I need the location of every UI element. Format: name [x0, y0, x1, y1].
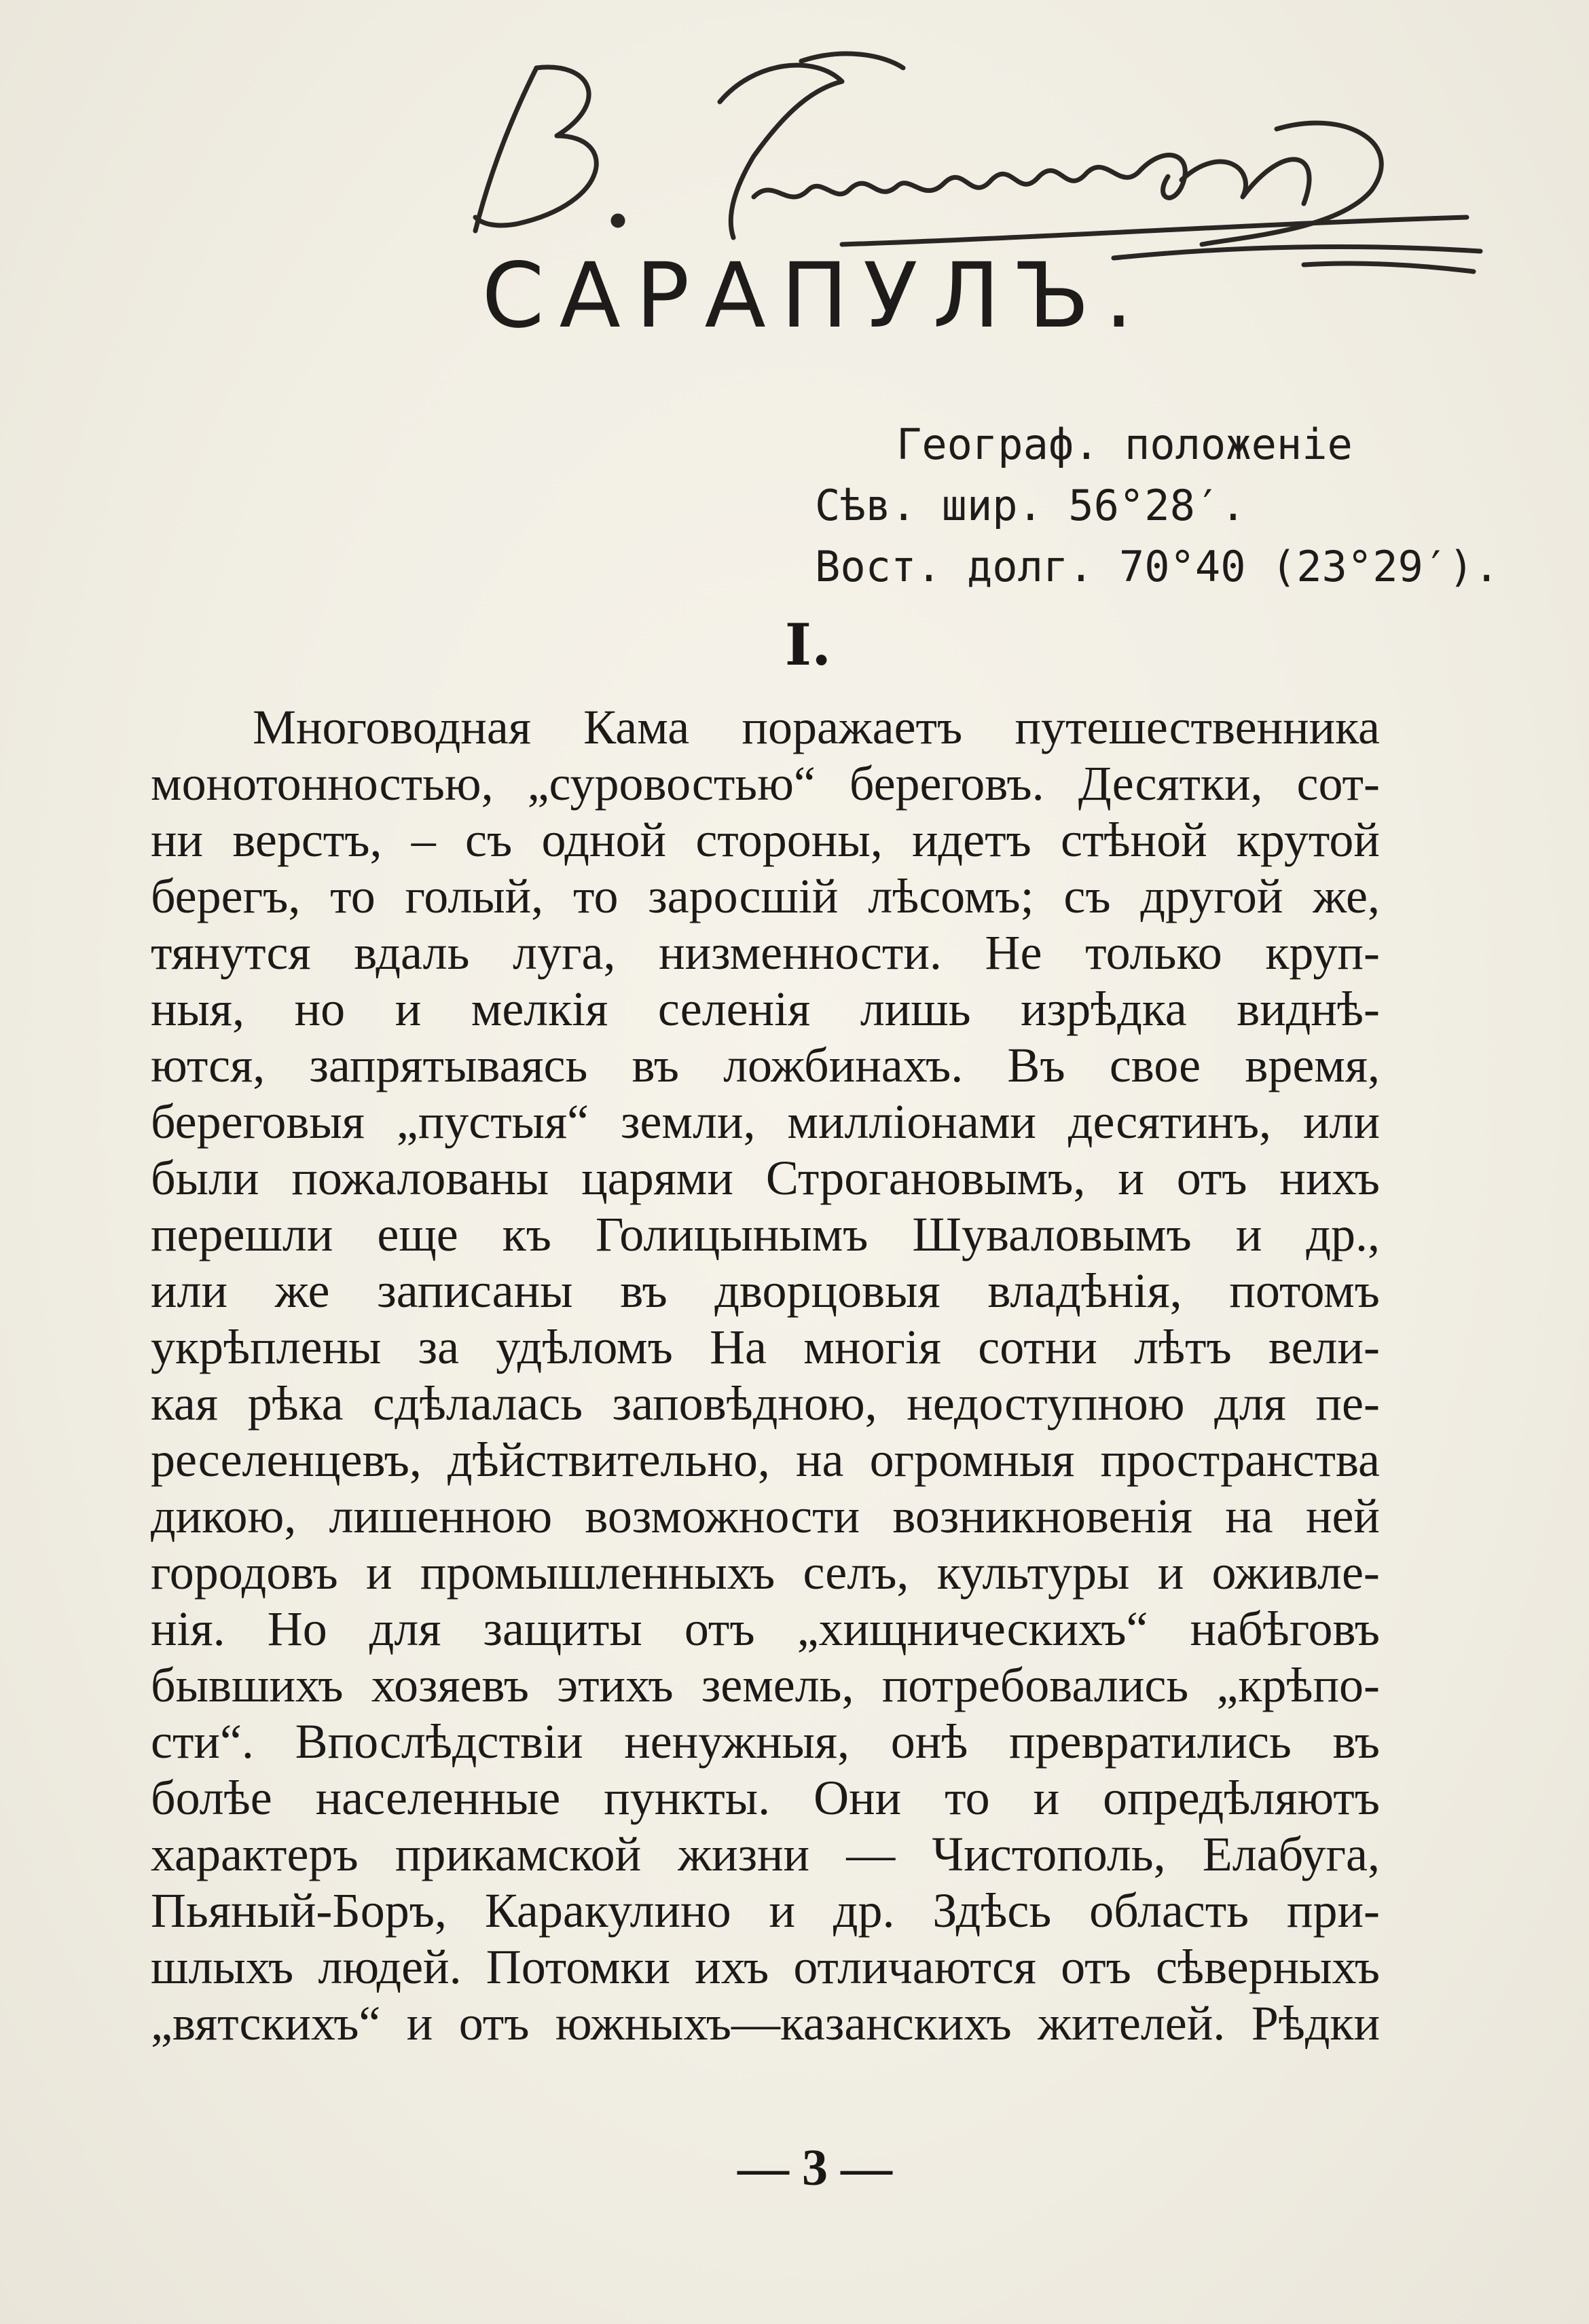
word: крутой [1236, 813, 1380, 867]
word: кая [151, 1376, 218, 1431]
word: бывшихъ [151, 1658, 344, 1712]
page-title: САРАПУЛЪ. [481, 244, 1148, 348]
word: Не [985, 925, 1042, 980]
word: южныхъ—казанскихъ [555, 1996, 1012, 2050]
text-line [151, 1319, 1380, 1376]
word: владѣнія, [987, 1264, 1182, 1318]
word: отъ [458, 1996, 530, 2050]
word: для [1214, 1376, 1286, 1431]
word: населенные [315, 1771, 561, 1825]
word: при- [1286, 1883, 1380, 1938]
word: или [151, 1264, 227, 1318]
word: рѣка [247, 1376, 344, 1431]
word: удѣломъ [496, 1320, 673, 1374]
word: Здѣсь [932, 1883, 1052, 1938]
word: „крѣпо- [1216, 1658, 1380, 1712]
word: промышленныхъ [420, 1545, 775, 1600]
text-line [151, 1150, 1380, 1206]
word: Шуваловымъ [912, 1207, 1192, 1261]
word: ложбинахъ. [723, 1038, 964, 1092]
word: прикамской [395, 1827, 642, 1881]
word: отличаются [793, 1940, 1036, 1994]
word: огромныя [869, 1433, 1075, 1487]
word: укрѣплены [151, 1320, 382, 1374]
text-line [151, 1995, 1380, 2052]
word: болѣе [151, 1771, 272, 1825]
text-line [151, 868, 1380, 925]
word: культуры [936, 1545, 1130, 1600]
word: путешественника [1015, 700, 1380, 754]
word: Елабуга, [1202, 1827, 1380, 1881]
word: изрѣдка [1021, 982, 1187, 1036]
word: съ [1063, 869, 1111, 923]
word: недоступною [907, 1376, 1185, 1431]
word: вели- [1268, 1320, 1380, 1374]
word: оживле- [1211, 1545, 1380, 1600]
word: жизни [678, 1827, 810, 1881]
word: Строгановымъ, [765, 1151, 1086, 1205]
word: Каракулино [484, 1883, 731, 1938]
word: характеръ [151, 1827, 359, 1881]
word: милліонами [787, 1094, 1036, 1149]
text-line [151, 1263, 1380, 1319]
word: съ [465, 813, 513, 867]
word: же [274, 1264, 330, 1318]
word: въ [632, 1038, 679, 1092]
word: сѣверныхъ [1156, 1940, 1380, 1994]
word: реселенцевъ, [151, 1433, 422, 1487]
word: записаны [377, 1264, 573, 1318]
word: На [710, 1320, 767, 1374]
word: и [1157, 1545, 1184, 1600]
word: дворцовыя [714, 1264, 940, 1318]
word: за [418, 1320, 460, 1374]
text-line [151, 1206, 1380, 1263]
text-line [151, 1883, 1380, 1939]
word: сдѣлалась [373, 1376, 583, 1431]
word: и [395, 982, 422, 1036]
word: пункты. [604, 1771, 771, 1825]
word: низменности. [659, 925, 942, 980]
geo-longitude: Вост. долг. 70°40 (23°29′). [815, 542, 1499, 591]
word: вдаль [354, 925, 470, 980]
word: на [1225, 1489, 1273, 1543]
word: то [945, 1771, 990, 1825]
word: ней [1305, 1489, 1380, 1543]
word: Голицынымъ [595, 1207, 869, 1261]
word: Рѣдки [1251, 1996, 1380, 2050]
word: лѣсомъ; [868, 869, 1034, 923]
word: возможности [585, 1489, 860, 1543]
word: сот- [1296, 756, 1380, 811]
word: заросшій [648, 869, 839, 923]
word: десятинъ, [1067, 1094, 1272, 1149]
geographic-position [808, 414, 1499, 597]
text-line [151, 1657, 1380, 1714]
word: перешли [151, 1207, 333, 1261]
word: набѣговъ [1190, 1602, 1380, 1656]
word: многія [803, 1320, 941, 1374]
word: для [369, 1602, 441, 1656]
word: только [1085, 925, 1222, 980]
word: хозяевъ [371, 1658, 529, 1712]
word: и [1235, 1207, 1262, 1261]
word: селенія [657, 982, 811, 1036]
word: то [572, 869, 619, 923]
word: мелкія [471, 982, 608, 1036]
word: область [1089, 1883, 1249, 1938]
word: Многоводная [253, 700, 531, 754]
text-line [151, 1770, 1380, 1826]
word: ни [151, 813, 204, 867]
text-line [151, 1545, 1380, 1601]
word: берегъ, [151, 869, 301, 923]
word: другой [1140, 869, 1283, 923]
word: и [1033, 1771, 1060, 1825]
word: же, [1313, 869, 1380, 923]
text-line [151, 981, 1380, 1037]
word: людей. [318, 1940, 462, 1994]
word: шлыхъ [151, 1940, 294, 1994]
word: пе- [1315, 1376, 1380, 1431]
word: ныя, [151, 982, 245, 1036]
word: виднѣ- [1237, 982, 1380, 1036]
text-line [151, 1714, 1380, 1770]
word: земель, [701, 1658, 854, 1712]
word: Они [814, 1771, 902, 1825]
word: еще [377, 1207, 458, 1261]
word: заповѣдною, [612, 1376, 877, 1431]
text-line [151, 756, 1380, 812]
word: Кама [583, 700, 690, 754]
word: пожалованы [291, 1151, 549, 1205]
word: и [366, 1545, 392, 1600]
word: др., [1306, 1207, 1380, 1261]
word: отъ [684, 1602, 755, 1656]
word: то [330, 869, 376, 923]
word: были [151, 1151, 259, 1205]
text-line [151, 1488, 1380, 1545]
word: Потомки [486, 1940, 670, 1994]
word: земли, [621, 1094, 756, 1149]
word: дикою, [151, 1489, 297, 1543]
word: стороны, [695, 813, 883, 867]
word: круп- [1265, 925, 1380, 980]
word: ихъ [695, 1940, 769, 1994]
word: Пьяный-Боръ, [151, 1883, 447, 1938]
word: свое [1109, 1038, 1201, 1092]
word: лишь [860, 982, 971, 1036]
text-line [151, 925, 1380, 981]
word: защиты [483, 1602, 642, 1656]
word: Въ [1007, 1038, 1065, 1092]
word: и [1118, 1151, 1144, 1205]
geo-latitude: Сѣв. шир. 56°28′. [815, 481, 1246, 530]
word: др. [833, 1883, 895, 1938]
word: верстъ, [232, 813, 382, 867]
word: сти“. [151, 1714, 254, 1769]
word: Впослѣдствіи [295, 1714, 583, 1769]
word: опредѣляютъ [1103, 1771, 1380, 1825]
word: запрятываясь [309, 1038, 588, 1092]
word: Чистополь, [932, 1827, 1166, 1881]
word: отъ [1061, 1940, 1131, 1994]
word: но [294, 982, 346, 1036]
word: онѣ [890, 1714, 968, 1769]
word: голый, [405, 869, 544, 923]
text-line [151, 1376, 1380, 1432]
text-line [151, 1826, 1380, 1883]
word: въ [1332, 1714, 1380, 1769]
word: береговыя [151, 1094, 365, 1149]
word: стѣной [1061, 813, 1207, 867]
word: возникновенія [892, 1489, 1193, 1543]
word: „вятскихъ“ [151, 1996, 381, 2050]
body-text [151, 699, 1380, 2052]
text-line [151, 699, 1380, 756]
word: одной [541, 813, 667, 867]
word: „хищническихъ“ [797, 1602, 1148, 1656]
word: нія. [151, 1602, 225, 1656]
word: сотни [978, 1320, 1097, 1374]
word: въ [620, 1264, 668, 1318]
text-line [151, 1094, 1380, 1150]
word: этихъ [557, 1658, 674, 1712]
word: нихъ [1279, 1151, 1380, 1205]
word: ются, [151, 1038, 266, 1092]
word: Десятки, [1078, 756, 1263, 811]
word: поражаетъ [742, 700, 963, 754]
word: луга, [513, 925, 616, 980]
word: селъ, [803, 1545, 909, 1600]
word: или [1302, 1094, 1380, 1149]
word: „пустыя“ [396, 1094, 589, 1149]
word: пространства [1100, 1433, 1380, 1487]
word: потомъ [1229, 1264, 1380, 1318]
word: городовъ [151, 1545, 338, 1600]
geo-heading: Географ. положеніе [896, 420, 1353, 469]
word: дѣйствительно, [447, 1433, 770, 1487]
section-number: I. [784, 611, 832, 678]
word: „суровостью“ [527, 756, 816, 811]
word: время, [1245, 1038, 1380, 1092]
word: — [846, 1827, 896, 1881]
text-line [151, 1601, 1380, 1657]
word: на [796, 1433, 844, 1487]
word: Но [267, 1602, 327, 1656]
word: жителей. [1038, 1996, 1226, 2050]
text-line [151, 812, 1380, 868]
word: лишенною [329, 1489, 553, 1543]
page-number: — 3 — [737, 2139, 892, 2196]
text-line [151, 1037, 1380, 1094]
word: потребовались [881, 1658, 1189, 1712]
word: ненужныя, [624, 1714, 850, 1769]
word: царями [581, 1151, 733, 1205]
word: – [411, 813, 436, 867]
text-line [151, 1939, 1380, 1995]
word: береговъ. [849, 756, 1044, 811]
word: къ [502, 1207, 551, 1261]
text-line [151, 1432, 1380, 1488]
word: и [769, 1883, 795, 1938]
word: превратились [1009, 1714, 1292, 1769]
word: идетъ [911, 813, 1031, 867]
word: лѣтъ [1134, 1320, 1232, 1374]
word: тянутся [151, 925, 311, 980]
word: монотонностью, [151, 756, 494, 811]
word: отъ [1176, 1151, 1247, 1205]
word: и [406, 1996, 433, 2050]
